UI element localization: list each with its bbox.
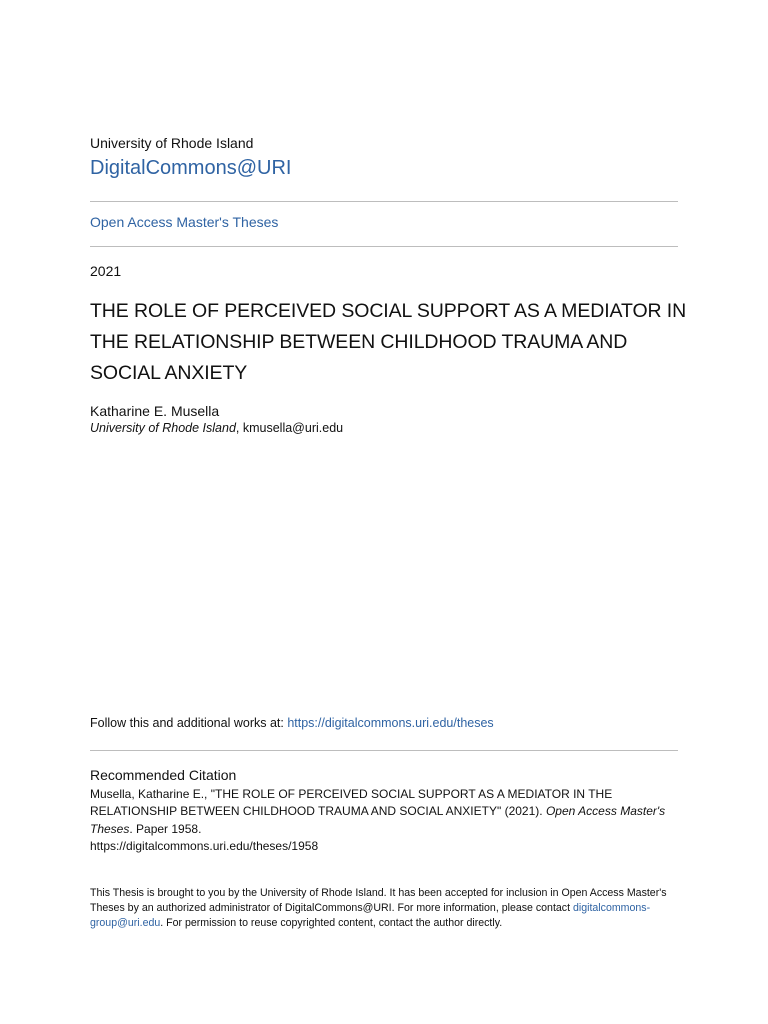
citation-url: https://digitalcommons.uri.edu/theses/1958 [90, 838, 319, 853]
follow-text: Follow this and additional works at: [90, 716, 288, 730]
publication-year: 2021 [90, 263, 122, 279]
follow-link[interactable]: https://digitalcommons.uri.edu/theses [287, 716, 494, 730]
repository-link[interactable]: DigitalCommons@URI [90, 157, 292, 179]
recommended-citation-heading: Recommended Citation [90, 767, 237, 783]
citation-text [90, 786, 680, 855]
follow-line [90, 716, 494, 730]
notice-text: This Thesis is brought to you by the University of Rhode Island. It has been accepted for inclusion in Open Access Master's Theses by an authorized administrator of DigitalCommons@URI. For more information, please contact [90, 887, 667, 914]
thesis-title: THE ROLE OF PERCEIVED SOCIAL SUPPORT AS A MEDIATOR IN THE RELATIONSHIP BETWEEN CHILDHOOD TRAUMA AND SOCIAL ANXIETY [90, 300, 687, 384]
author-affiliation: University of Rhode Island [90, 421, 236, 435]
author-name: Katharine E. Musella [90, 403, 220, 419]
divider [90, 246, 678, 247]
author-affiliation-line [90, 421, 343, 435]
citation-body: Musella, Katharine E., "THE ROLE OF PERCEIVED SOCIAL SUPPORT AS A MEDIATOR IN THE RELATIONSHIP BETWEEN CHILDHOOD TRAUMA AND SOCIAL ANXIETY" (2021). [90, 787, 613, 819]
divider [90, 750, 678, 751]
series-link[interactable]: Open Access Master's Theses [90, 214, 279, 230]
affiliation-separator: , [235, 421, 243, 435]
institution-name: University of Rhode Island [90, 135, 254, 151]
citation-paper: . Paper 1958. [129, 821, 202, 836]
divider [90, 201, 678, 202]
author-email: kmusella@uri.edu [242, 421, 344, 435]
citation-journal: Open Access Master's Theses [90, 804, 666, 836]
notice-text-end: . For permission to reuse copyrighted content, contact the author directly. [160, 916, 503, 929]
contact-email-link[interactable]: digitalcommons-group@uri.edu [90, 901, 651, 929]
rights-notice [90, 886, 680, 930]
